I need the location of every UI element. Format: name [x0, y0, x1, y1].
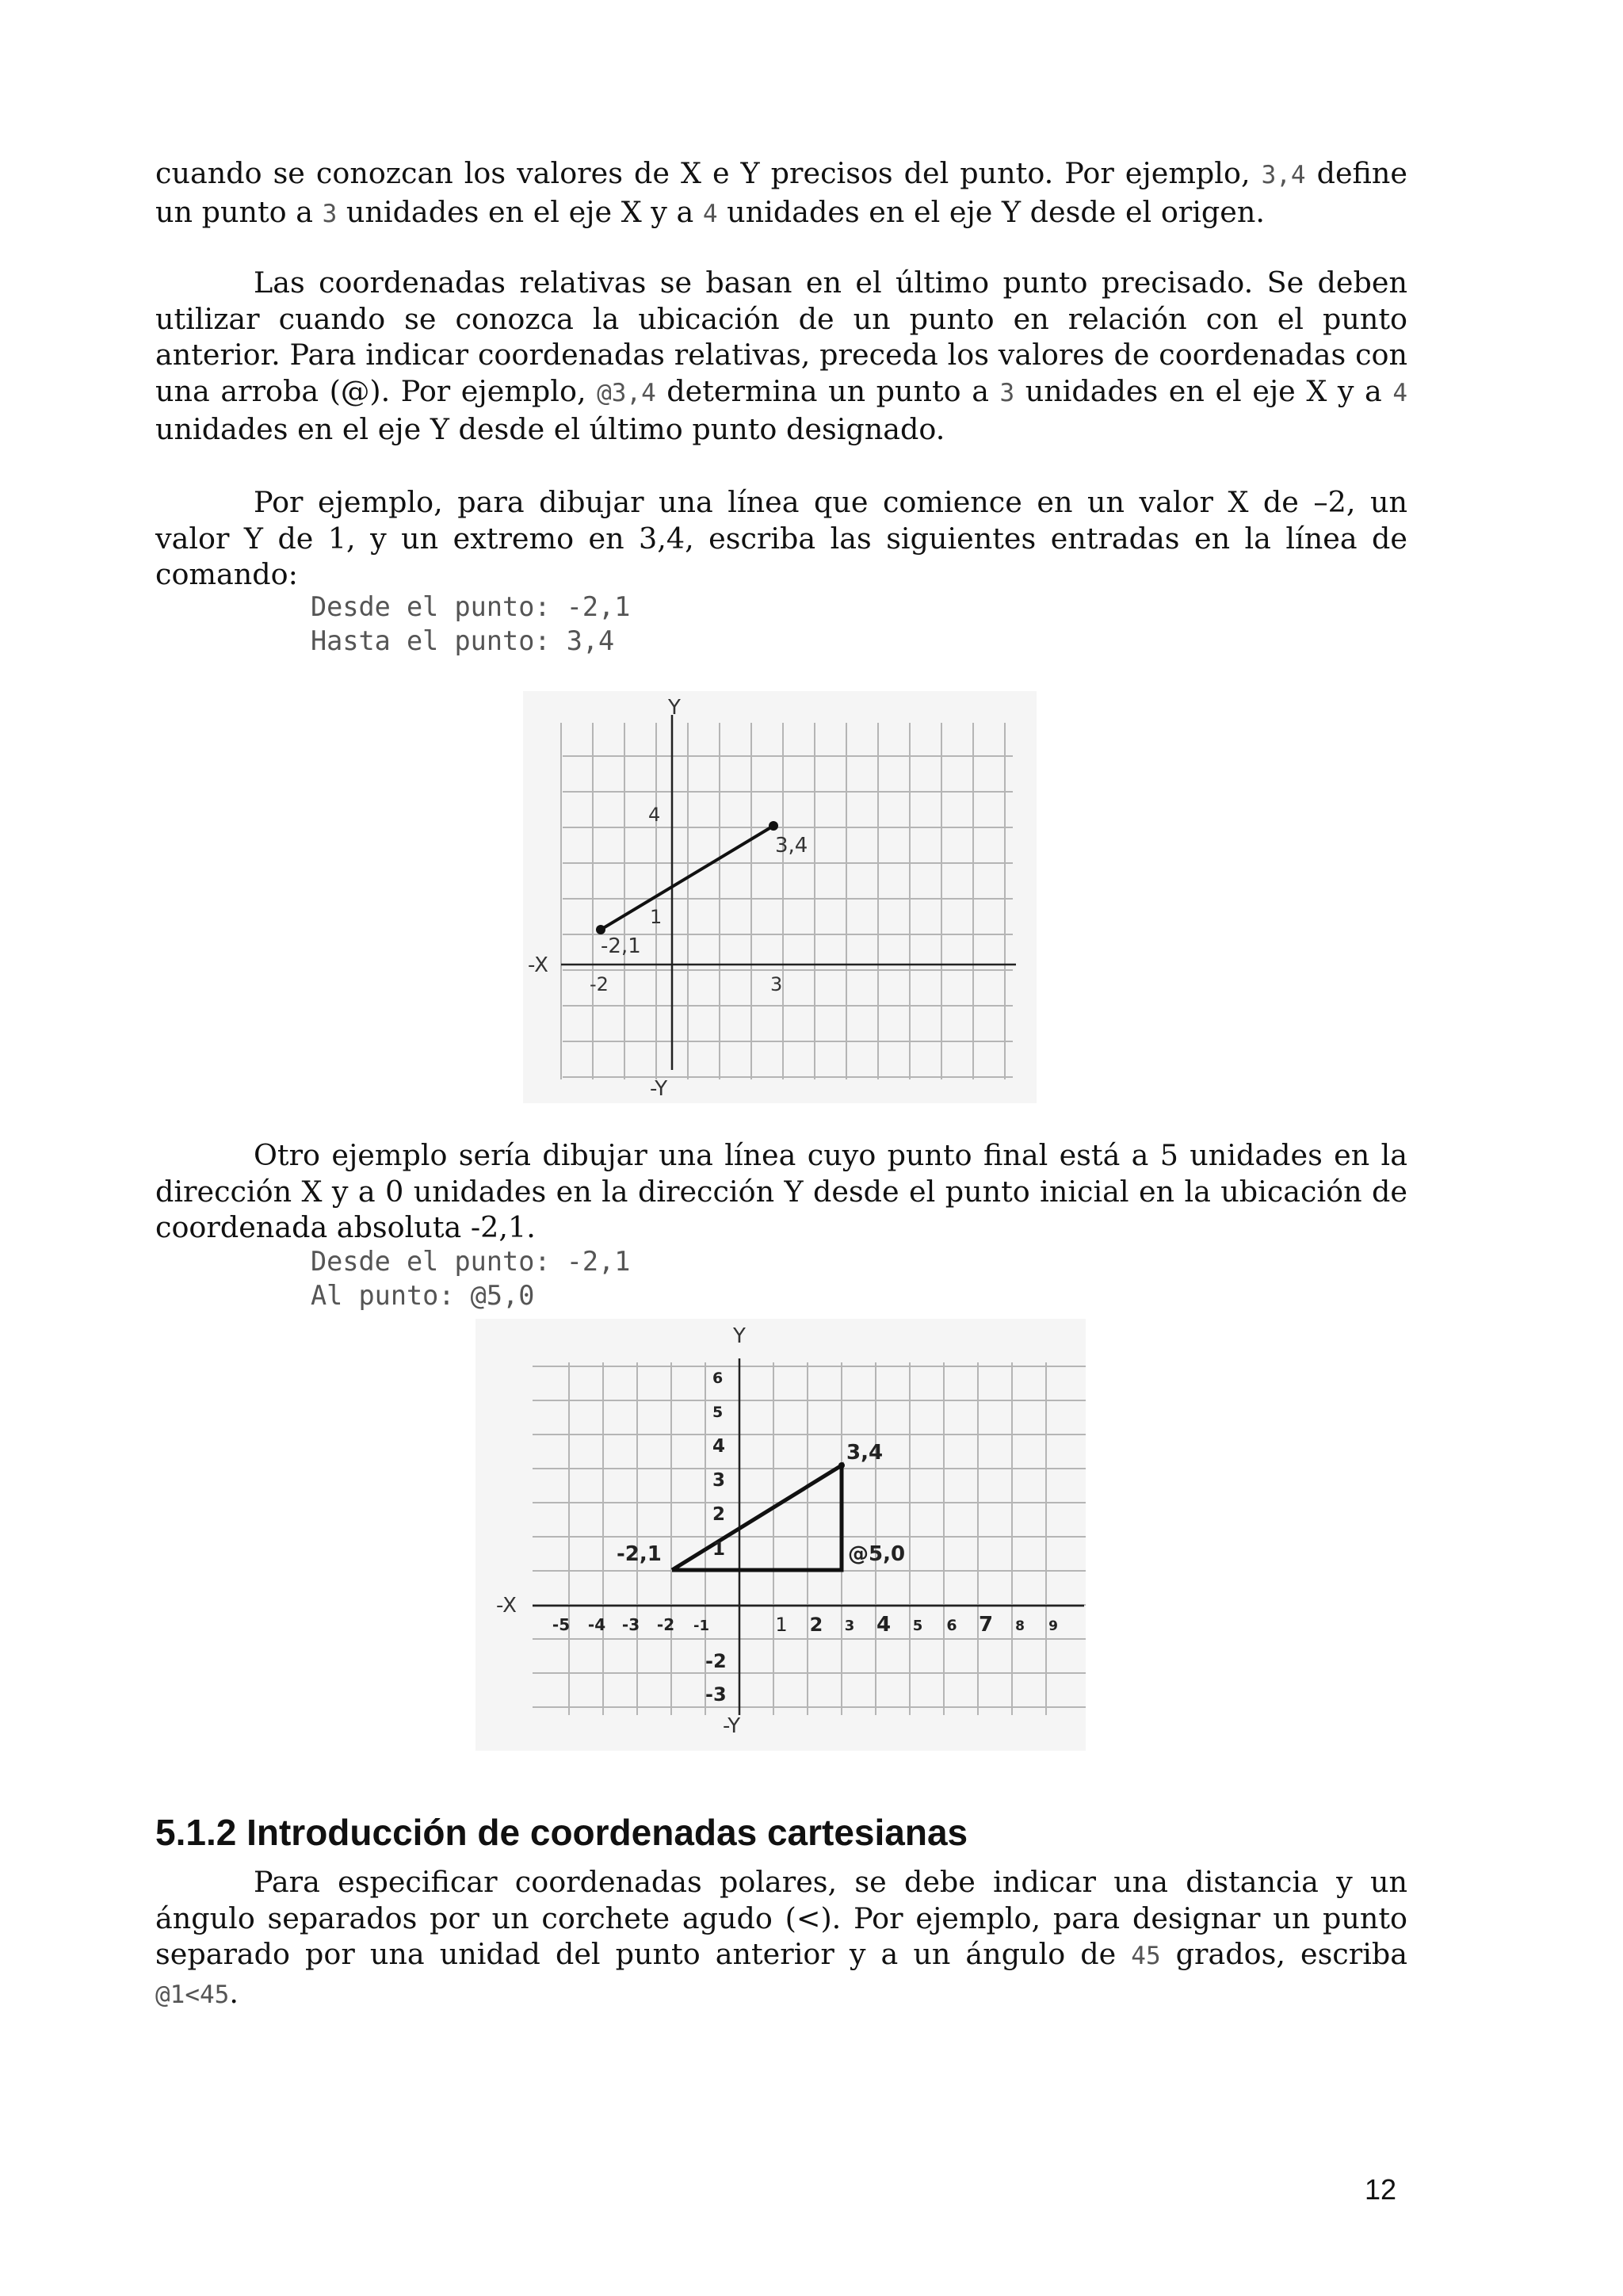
fig2-label-top: 3,4 — [846, 1441, 884, 1465]
p5-text-a: Para especificar coordenadas polares, se debe indicar una distancia y un ángulo separados por un corchete agudo (<). Por ejemplo, para designar un punto separado por una unidad del punto anterior y a un ángulo de — [155, 1865, 1407, 1971]
fig2-y-tick-neg2: -2 — [705, 1650, 727, 1672]
fig2-y-tick-6: 6 — [712, 1370, 724, 1387]
fig2-y-tick-neg3: -3 — [705, 1683, 727, 1706]
fig2-y-tick-1: 1 — [712, 1539, 726, 1560]
fig2-y-tick-4: 4 — [712, 1436, 726, 1457]
p5-text-b: grados, escriba — [1160, 1937, 1408, 1971]
page-number: 12 — [1365, 2173, 1397, 2206]
fig2-x-tick-neg2: -2 — [656, 1615, 675, 1634]
fig2-x-tick-3: 3 — [844, 1618, 855, 1634]
fig1-tick-3: 3 — [770, 973, 783, 995]
fig2-neg-y-label: -Y — [723, 1714, 741, 1738]
fig1-neg-y-label: -Y — [650, 1077, 668, 1101]
fig2-x-tick-neg5: -5 — [552, 1615, 571, 1634]
fig2-top-point — [838, 1462, 845, 1469]
fig1-tick-neg2: -2 — [590, 973, 609, 995]
code-block-2 — [311, 1244, 630, 1312]
fig2-x-tick-neg4: -4 — [587, 1615, 606, 1634]
fig2-x-tick-7: 7 — [978, 1613, 994, 1637]
fig2-x-tick-5: 5 — [912, 1618, 923, 1634]
p1-code-a: 3,4 — [1261, 161, 1306, 189]
fig1-label-start: -2,1 — [601, 934, 641, 958]
p2-text-d: unidades en el eje Y desde el último punto designado. — [155, 412, 945, 446]
fig1-label-end: 3,4 — [775, 834, 808, 858]
p4-text: Otro ejemplo sería dibujar una línea cuyo punto final está a 5 unidades en la dirección X y a 0 unidades en la dirección Y desde el punto inicial en la ubicación de coordenada absoluta -2,1. — [155, 1138, 1407, 1244]
fig1-neg-x-label: -X — [528, 953, 548, 977]
fig2-y-tick-3: 3 — [712, 1470, 726, 1491]
fig1-tick-4: 4 — [648, 804, 661, 826]
fig2-x-tick-8: 8 — [1015, 1618, 1025, 1634]
fig2-x-tick-1: 1 — [775, 1614, 788, 1636]
fig2-x-tick-neg3: -3 — [621, 1615, 640, 1634]
fig2-neg-x-label: -X — [496, 1594, 517, 1618]
code2-line-1: Desde el punto: -2,1 — [311, 1246, 631, 1277]
code2-line-2: Al punto: @5,0 — [311, 1280, 535, 1311]
p5-text-c: . — [229, 1975, 239, 2010]
p1-code-b: 3 — [322, 199, 338, 228]
p2-text-b: determina un punto a — [655, 373, 1000, 408]
section-heading: 5.1.2 Introducción de coordenadas cartesianas — [155, 1812, 968, 1853]
fig1-end-point — [769, 821, 778, 831]
p2-code-c: 4 — [1392, 378, 1407, 407]
p1-text-a: cuando se conozcan los valores de X e Y precisos del punto. Por ejemplo, — [155, 156, 1262, 190]
paragraph-line-example — [155, 484, 1407, 593]
p2-text-c: unidades en el eje X y a — [1014, 373, 1393, 408]
fig1-y-label: Y — [668, 696, 681, 720]
fig2-y-label: Y — [733, 1324, 746, 1348]
p2-code-a: @3,4 — [597, 378, 656, 407]
figure-1-line-graph — [523, 691, 1037, 1103]
fig1-tick-1: 1 — [650, 906, 663, 928]
paragraph-polar-coords — [155, 1864, 1407, 2013]
p2-code-b: 3 — [999, 378, 1015, 407]
p1-text-b: define un punto a — [155, 156, 1407, 229]
code-block-1 — [311, 590, 630, 658]
p1-code-c: 4 — [702, 199, 718, 228]
fig2-x-tick-9: 9 — [1048, 1618, 1058, 1634]
paragraph-absolute-coords — [155, 155, 1407, 232]
code1-line-2: Hasta el punto: 3,4 — [311, 625, 615, 656]
fig2-label-start: -2,1 — [617, 1542, 662, 1566]
fig2-label-relative: @5,0 — [848, 1542, 906, 1566]
paragraph-relative-coords — [155, 265, 1407, 448]
fig2-x-tick-2: 2 — [809, 1614, 823, 1636]
figure-2-triangle-graph — [475, 1319, 1086, 1751]
paragraph-relative-example — [155, 1137, 1407, 1246]
fig2-y-tick-2: 2 — [712, 1504, 726, 1525]
fig2-x-tick-neg1: -1 — [693, 1618, 709, 1634]
code1-line-1: Desde el punto: -2,1 — [311, 591, 631, 622]
p5-code-a: 45 — [1131, 1942, 1161, 1970]
p3-text: Por ejemplo, para dibujar una línea que comience en un valor X de –2, un valor Y de 1, y un extremo en 3,4, escriba las siguientes entradas en la línea de comando: — [155, 485, 1407, 591]
fig1-start-point — [596, 925, 605, 934]
p1-text-c: unidades en el eje X y a — [337, 194, 703, 229]
p2-text-a: Las coordenadas relativas se basan en el último punto precisado. Se deben utilizar cuando se conozca la ubicación de un punto en relación con el punto anterior. Para indicar coordenadas relativas, preceda los valores de coordenadas con una arroba (@). Por ejemplo, — [155, 266, 1407, 408]
p5-code-b: @1<45 — [155, 1980, 230, 2009]
p1-text-d: unidades en el eje Y desde el origen. — [717, 194, 1265, 229]
fig2-x-tick-4: 4 — [876, 1613, 892, 1637]
fig2-x-tick-6: 6 — [946, 1617, 957, 1634]
fig2-y-tick-5: 5 — [712, 1404, 724, 1421]
